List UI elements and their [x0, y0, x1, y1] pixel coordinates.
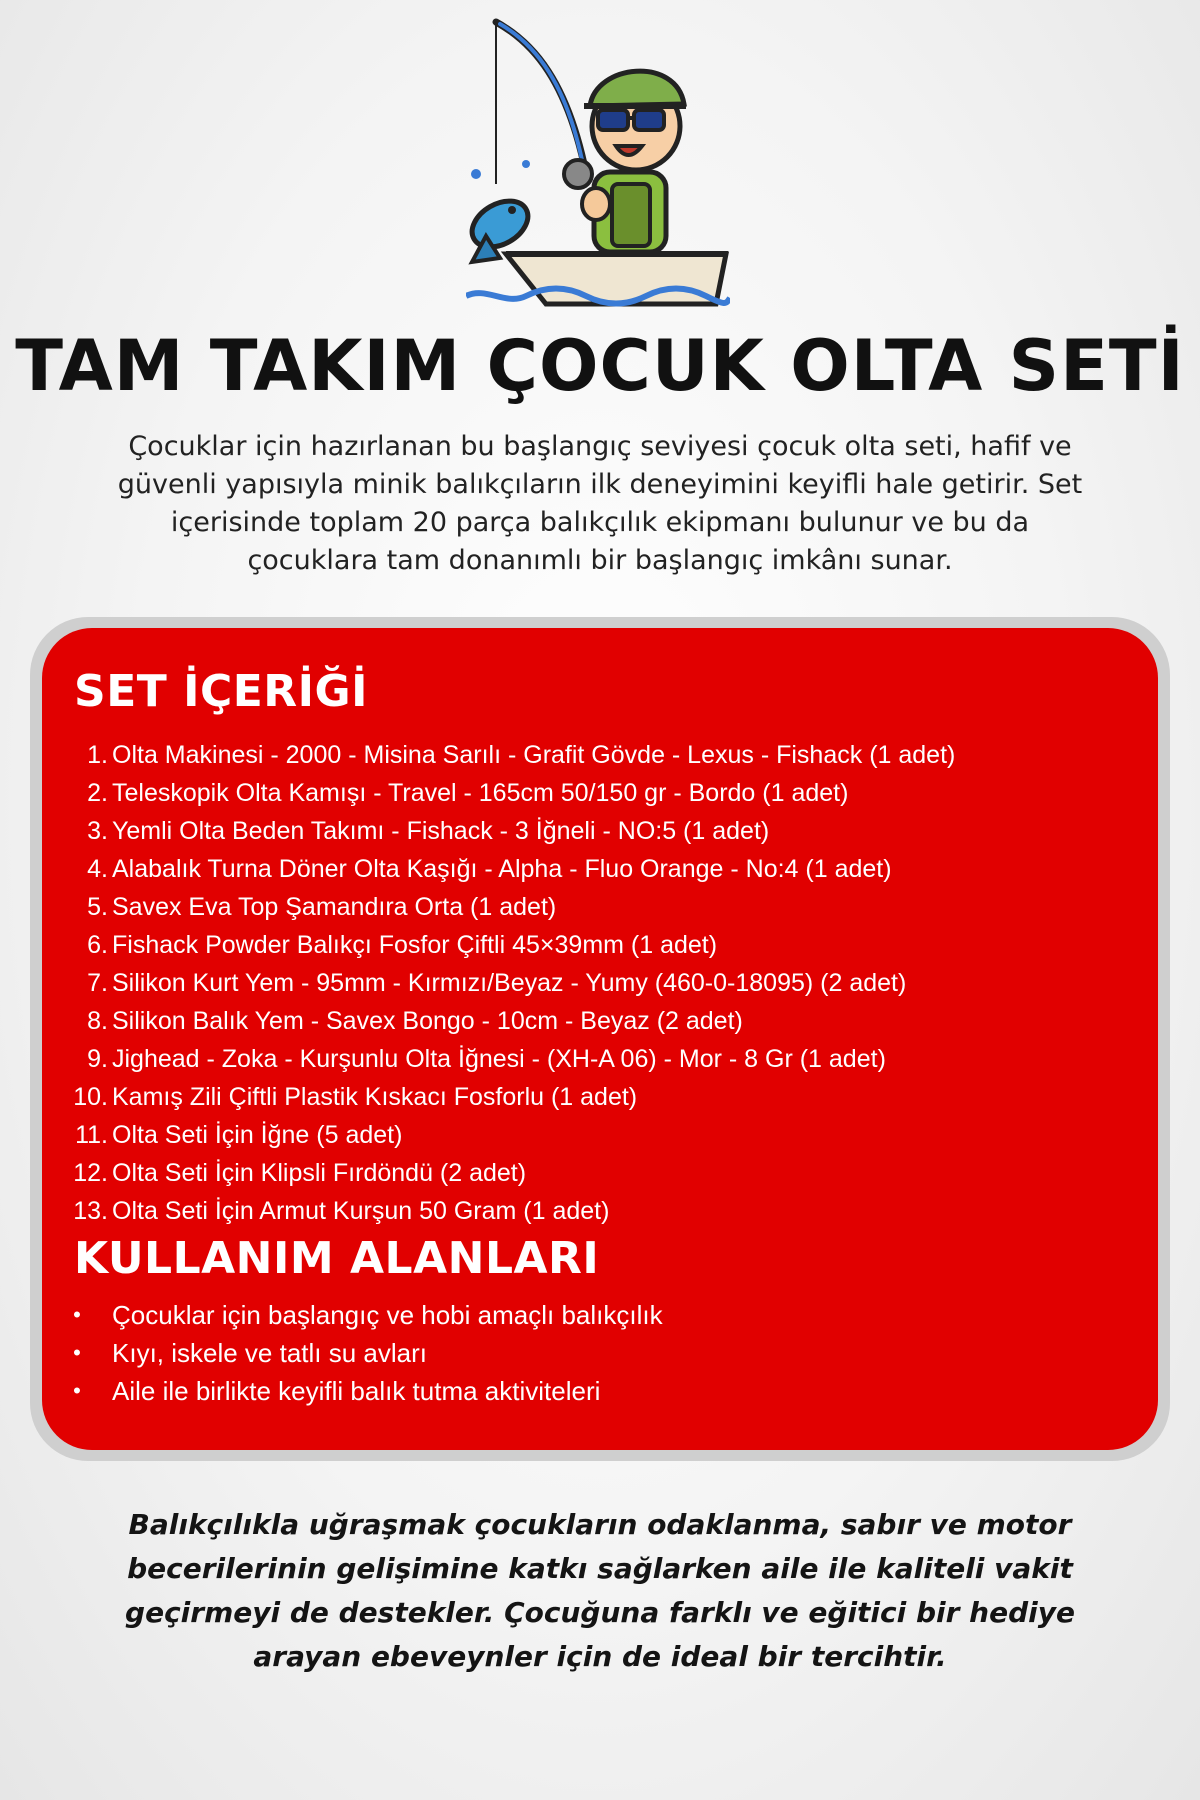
list-item-text: Aile ile birlikte keyifli balık tutma aktiviteleri — [112, 1376, 601, 1406]
list-item — [42, 774, 1142, 812]
list-item — [42, 1154, 1142, 1192]
bullet-icon: • — [73, 1340, 81, 1365]
list-item — [42, 1002, 1142, 1040]
list-item-text: Olta Seti İçin Klipsli Fırdöndü (2 adet) — [112, 1159, 527, 1187]
bullet-icon: • — [73, 1378, 81, 1403]
list-item-text: Kamış Zili Çiftli Plastik Kıskacı Fosforlu (1 adet) — [112, 1083, 638, 1111]
list-item-number: 8. — [87, 1007, 108, 1035]
list-item — [42, 1116, 1142, 1154]
list-item — [42, 736, 1142, 774]
list-item-text: Olta Seti İçin İğne (5 adet) — [112, 1121, 403, 1149]
list-item-text: Olta Makinesi - 2000 - Misina Sarılı - Grafit Gövde - Lexus - Fishack (1 adet) — [112, 741, 956, 769]
intro-paragraph: Çocuklar için hazırlanan bu başlangıç seviyesi çocuk olta seti, hafif ve güvenli yapısıyla minik balıkçıların ilk deneyimini keyifli hale getirir. Set içerisinde toplam 20 parça balıkçılık ekipmanı bulunur ve bu da çocuklara tam donanımlı bir başlangıç imkânı sunar. — [117, 431, 1083, 576]
list-item-text: Çocuklar için başlangıç ve hobi amaçlı balıkçılık — [112, 1300, 663, 1330]
list-item — [42, 888, 1142, 926]
list-item-text: Olta Seti İçin Armut Kurşun 50 Gram (1 adet) — [112, 1197, 610, 1225]
list-item — [42, 964, 1142, 1002]
list-item-number: 10. — [73, 1083, 108, 1111]
bullet-icon: • — [73, 1302, 81, 1327]
list-item-text: Silikon Balık Yem - Savex Bongo - 10cm - Beyaz (2 adet) — [112, 1007, 743, 1035]
list-item — [42, 1040, 1142, 1078]
list-item-number: 1. — [87, 741, 108, 769]
list-item-text: Yemli Olta Beden Takımı - Fishack - 3 İğneli - NO:5 (1 adet) — [112, 817, 770, 845]
list-item-number: 3. — [87, 817, 108, 845]
usage-areas-heading: KULLANIM ALANLARI — [74, 1233, 600, 1284]
list-item-text: Teleskopik Olta Kamışı - Travel - 165cm 50/150 gr - Bordo (1 adet) — [112, 779, 849, 807]
list-item-number: 4. — [87, 855, 108, 883]
list-item — [42, 1296, 663, 1334]
content-card — [42, 628, 1158, 1450]
list-item-text: Kıyı, iskele ve tatlı su avları — [112, 1338, 428, 1368]
list-item-number: 12. — [73, 1159, 108, 1187]
list-item — [42, 850, 1142, 888]
list-item-number: 13. — [73, 1197, 108, 1225]
list-item-number: 7. — [87, 969, 108, 997]
list-item-number: 9. — [87, 1045, 108, 1073]
list-item-number: 11. — [75, 1121, 108, 1149]
list-item-text: Savex Eva Top Şamandıra Orta (1 adet) — [112, 893, 557, 921]
list-item-number: 2. — [87, 779, 108, 807]
list-item — [42, 1372, 663, 1410]
set-contents-list — [42, 736, 1142, 1230]
fishing-kid-icon — [466, 14, 730, 310]
set-contents-heading: SET İÇERİĞİ — [74, 666, 369, 717]
closing-paragraph: Balıkçılıkla uğraşmak çocukların odaklanma, sabır ve motor becerilerinin gelişimine katkı sağlarken aile ile kaliteli vakit geçirmeyi de destekler. Çocuğuna farklı ve eğitici bir hediye arayan ebeveynler için de ideal bir tercihtir. — [125, 1508, 1075, 1673]
list-item-text: Jighead - Zoka - Kurşunlu Olta İğnesi - (XH-A 06) - Mor - 8 Gr (1 adet) — [112, 1045, 886, 1073]
list-item — [42, 1334, 663, 1372]
list-item-text: Alabalık Turna Döner Olta Kaşığı - Alpha - Fluo Orange - No:4 (1 adet) — [112, 855, 892, 883]
usage-areas-list — [42, 1296, 663, 1410]
list-item — [42, 1192, 1142, 1230]
page-title: TAM TAKIM ÇOCUK OLTA SETİ — [15, 325, 1185, 407]
list-item — [42, 1078, 1142, 1116]
list-item-text: Fishack Powder Balıkçı Fosfor Çiftli 45×39mm (1 adet) — [112, 931, 718, 959]
list-item-number: 5. — [87, 893, 108, 921]
list-item — [42, 926, 1142, 964]
list-item — [42, 812, 1142, 850]
list-item-text: Silikon Kurt Yem - 95mm - Kırmızı/Beyaz - Yumy (460-0-18095) (2 adet) — [112, 969, 907, 997]
list-item-number: 6. — [87, 931, 108, 959]
